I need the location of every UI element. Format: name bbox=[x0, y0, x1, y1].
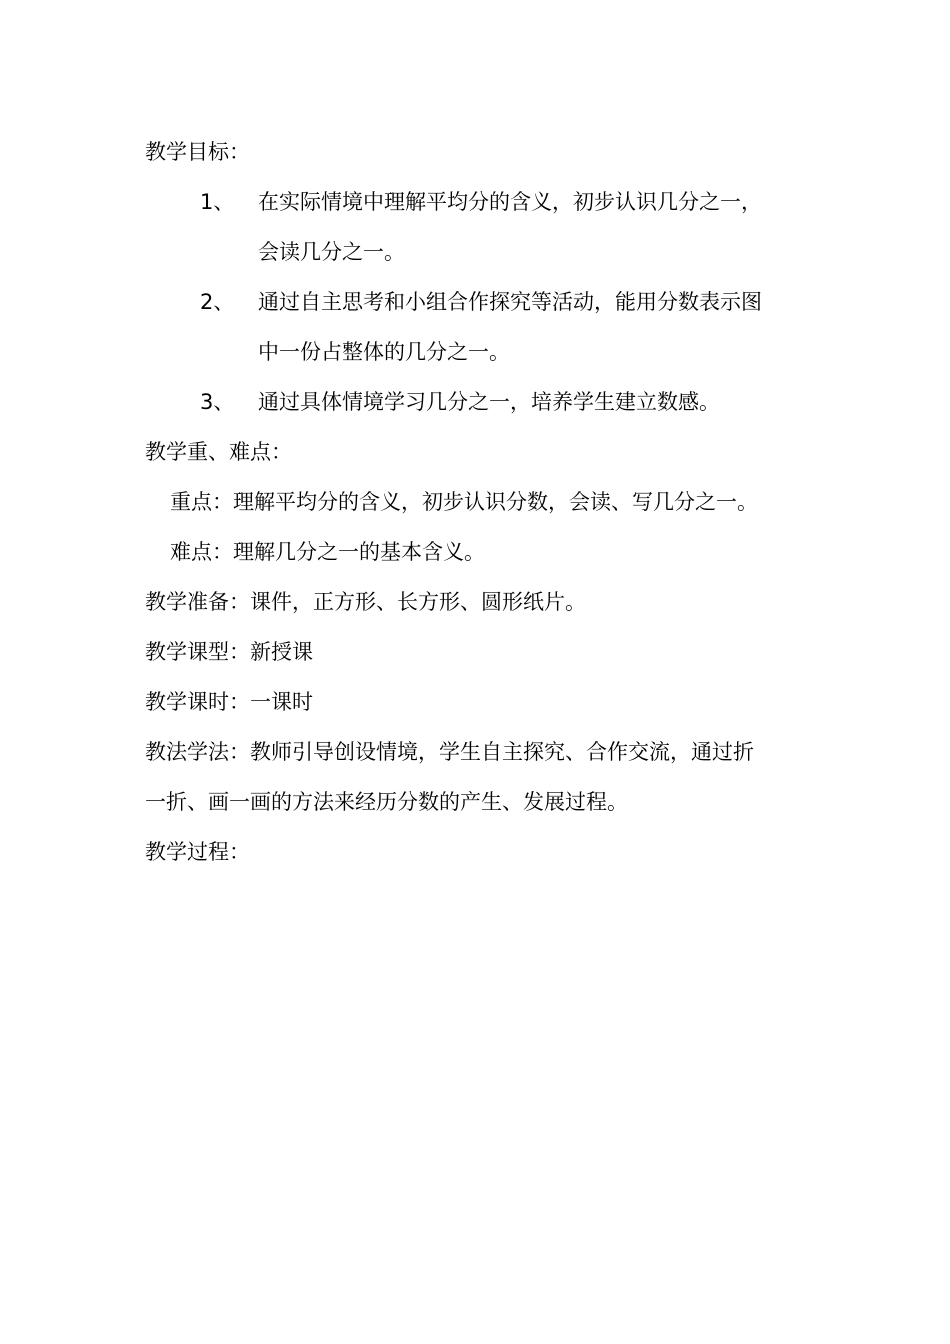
objective-number: 1、 bbox=[200, 190, 235, 214]
objectives-heading: 教学目标： bbox=[145, 140, 250, 164]
objective-item-2-continued: 中一份占整体的几分之一。 bbox=[258, 340, 510, 364]
objective-text: 在实际情境中理解平均分的含义，初步认识几分之一， bbox=[258, 190, 762, 214]
lesson-time: 教学课时：一课时 bbox=[145, 690, 313, 714]
objective-text: 通过具体情境学习几分之一，培养学生建立数感。 bbox=[258, 390, 720, 414]
objective-number: 3、 bbox=[200, 390, 235, 414]
teaching-methods-line-2: 一折、画一画的方法来经历分数的产生、发展过程。 bbox=[145, 790, 628, 814]
key-points-heading: 教学重、难点： bbox=[145, 440, 292, 464]
key-point: 重点：理解平均分的含义，初步认识分数，会读、写几分之一。 bbox=[170, 490, 758, 514]
objective-item-1-continued: 会读几分之一。 bbox=[258, 240, 405, 264]
difficult-point: 难点：理解几分之一的基本含义。 bbox=[170, 540, 485, 564]
teaching-preparation: 教学准备：课件，正方形、长方形、圆形纸片。 bbox=[145, 590, 586, 614]
teaching-methods-line-1: 教法学法：教师引导创设情境，学生自主探究、合作交流，通过折 bbox=[145, 740, 754, 764]
process-heading: 教学过程： bbox=[145, 840, 250, 864]
objective-text: 通过自主思考和小组合作探究等活动，能用分数表示图 bbox=[258, 290, 762, 314]
objective-number: 2、 bbox=[200, 290, 235, 314]
lesson-type: 教学课型：新授课 bbox=[145, 640, 313, 664]
